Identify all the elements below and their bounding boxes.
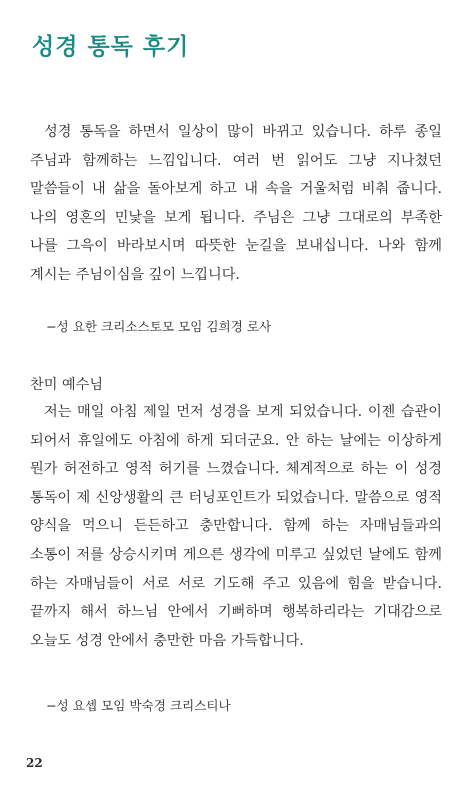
testimony-1-signature: −성 요한 크리소스토모 모임 김희경 로사 <box>46 319 272 334</box>
page-title: 성경 통독 후기 <box>32 34 190 60</box>
testimony-1-body: 성경 통독을 하면서 일상이 많이 바뀌고 있습니다. 하루 종일 주님과 함께하는 느낌입니다. 여러 번 읽어도 그냥 지나쳤던 말씀들이 내 삶을 돌아보게 하고 내 속을 거울처럼 비춰 줍니다. 나의 영혼의 민낯을 보게 됩니다. 주님은 그냥 그대로의 부족한 나를 그윽이 바라보시며 따뜻한 눈길을 보내십니다. 나와 함께 계시는 주님이심을 깊이 느낍니다. <box>30 124 442 283</box>
testimony-2-signature: −성 요셉 모임 박숙경 크리스티나 <box>46 698 231 713</box>
testimony-2-greeting: 찬미 예수님 <box>30 377 104 393</box>
page-number: 22 <box>26 756 43 770</box>
testimony-2-body: 저는 매일 아침 제일 먼저 성경을 보게 되었습니다. 이젠 습관이 되어서 휴일에도 아침에 하게 되더군요. 안 하는 날에는 이상하게 뭔가 허전하고 영적 허기를 느꼈습니다. 체계적으로 하는 이 성경 통독이 제 신앙생활의 큰 터닝포인트가 되었습니다. 말씀으로 영적 양식을 먹으니 든든하고 충만합니다. 함께 하는 자매님들과의 소통이 저를 상승시키며 게으른 생각에 미루고 싶었던 날에도 함께 하는 자매님들이 서로 서로 기도해 주고 있음에 힘을 받습니다. 끝까지 해서 하느님 안에서 기뻐하며 행복하리라는 기대감으로 오늘도 성경 안에서 충만한 마음 가득합니다. <box>30 404 442 649</box>
